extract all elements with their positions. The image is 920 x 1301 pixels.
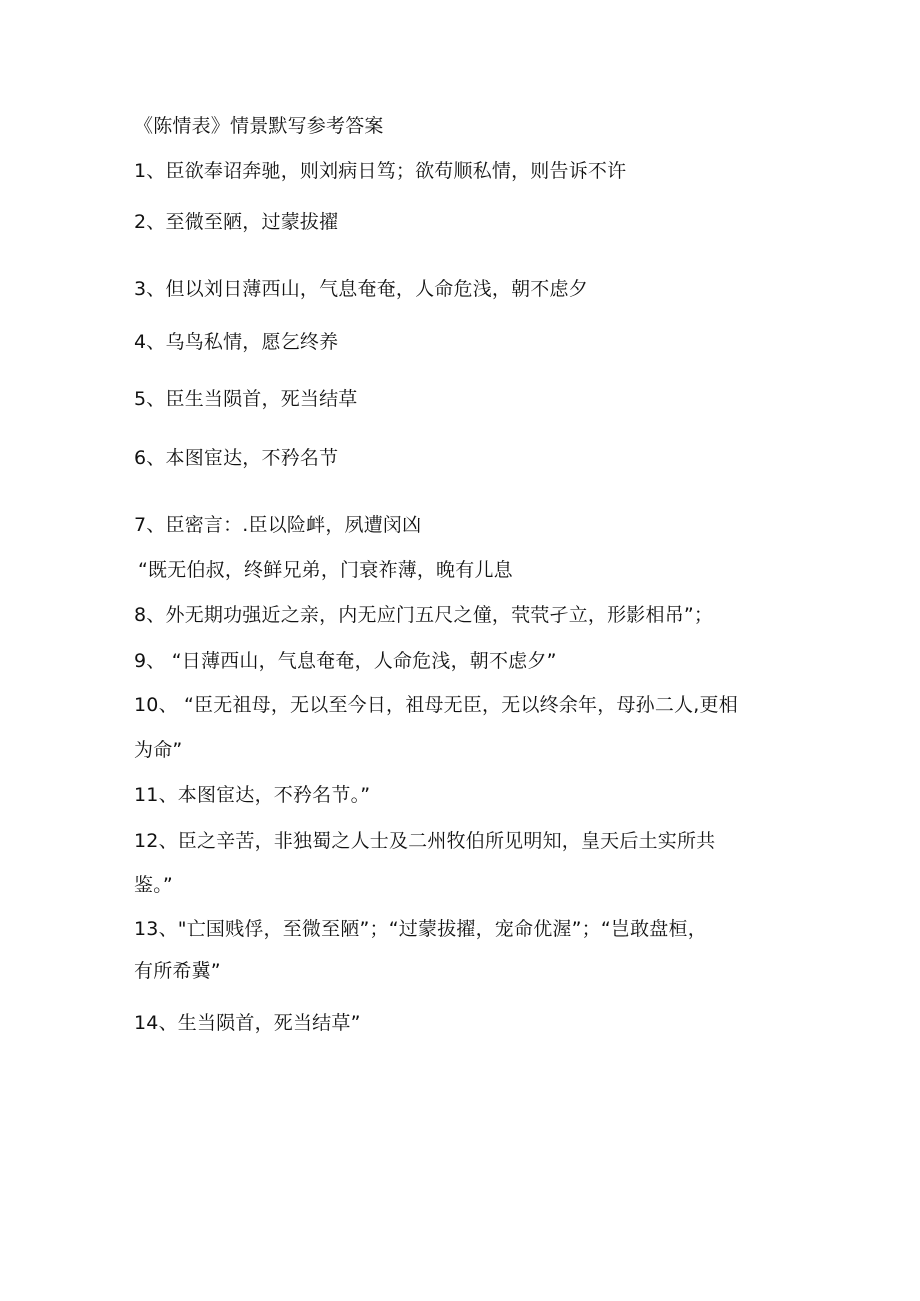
answer-line-6: 6、本图宦达，不矜名节 bbox=[134, 447, 339, 469]
answer-line-4: 4、乌鸟私情，愿乞终养 bbox=[134, 331, 339, 353]
answer-line-11: 11、本图宦达，不矜名节。” bbox=[134, 784, 371, 806]
answer-line-14: 14、生当陨首，死当结草” bbox=[134, 1012, 361, 1034]
answer-line-10: 10、 “臣无祖母，无以至今日，祖母无臣，无以终余年，母孙二人,更相 bbox=[134, 694, 738, 716]
answer-line-13-continued: 有所希冀” bbox=[134, 960, 221, 982]
answer-line-7: 7、臣密言：.臣以险衅，夙遭闵凶 bbox=[134, 514, 422, 536]
answer-line-10-continued: 为命” bbox=[134, 739, 183, 761]
answer-line-3: 3、但以刘日薄西山，气息奄奄，人命危浅，朝不虑夕 bbox=[134, 278, 588, 300]
answer-line-2: 2、至微至陋，过蒙拔擢 bbox=[134, 211, 339, 233]
answer-line-12-continued: 鉴。” bbox=[134, 874, 173, 896]
answer-line-5: 5、臣生当陨首，死当结草 bbox=[134, 388, 358, 410]
answer-line-12: 12、臣之辛苦，非独蜀之人士及二州牧伯所见明知，皇天后土实所共 bbox=[134, 830, 716, 852]
answer-line-8: 8、外无期功强近之亲，内无应门五尺之僮，茕茕孑立，形影相吊”； bbox=[134, 604, 714, 626]
answer-line-1: 1、臣欲奉诏奔驰，则刘病日笃；欲苟顺私情，则告诉不许 bbox=[134, 160, 627, 182]
answer-line-9: 9、 “日薄西山，气息奄奄，人命危浅，朝不虑夕” bbox=[134, 650, 557, 672]
document-title: 《陈情表》情景默写参考答案 bbox=[134, 115, 384, 137]
answer-line-7-continued: “既无伯叔，终鲜兄弟，门衰祚薄，晚有儿息 bbox=[138, 559, 513, 581]
answer-line-13: 13、"亡国贱俘，至微至陋”；“过蒙拔擢，宠命优渥”；“岂敢盘桓， bbox=[134, 918, 707, 940]
